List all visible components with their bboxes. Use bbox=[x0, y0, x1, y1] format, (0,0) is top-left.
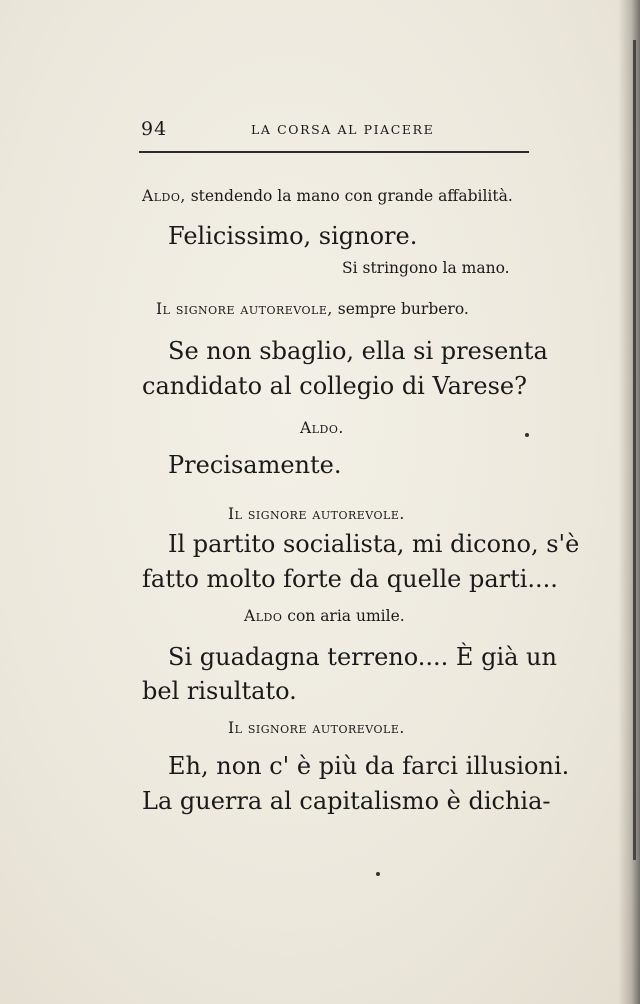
print-speck bbox=[376, 872, 380, 876]
dialogue-line: La guerra al capitalismo è dichia- bbox=[142, 787, 551, 815]
speaker-heading bbox=[228, 719, 405, 737]
print-speck bbox=[525, 433, 529, 437]
stage-direction bbox=[156, 300, 469, 318]
stage-direction bbox=[142, 187, 513, 205]
page-edge-line bbox=[633, 40, 636, 860]
running-head bbox=[141, 118, 529, 144]
stage-direction bbox=[244, 607, 405, 625]
direction-text: stendendo la mano con grande affabilità. bbox=[185, 187, 513, 205]
dialogue-line: Eh, non c' è più da farci illusioni. bbox=[168, 752, 570, 780]
speaker-heading bbox=[300, 419, 344, 437]
dialogue-line: bel risultato. bbox=[142, 677, 297, 705]
dialogue-line: Se non sbaglio, ella si presenta bbox=[168, 337, 548, 365]
direction-text: sempre burbero. bbox=[332, 300, 469, 318]
stage-direction: Si stringono la mano. bbox=[342, 259, 510, 277]
speaker-name: Il signore autorevole. bbox=[228, 719, 405, 737]
header-rule bbox=[139, 151, 529, 153]
page-edge-shadow bbox=[618, 0, 640, 1004]
dialogue-line: candidato al collegio di Varese? bbox=[142, 372, 527, 400]
page-number: 94 bbox=[141, 118, 168, 140]
dialogue-line: Precisamente. bbox=[168, 451, 342, 479]
speaker-name: Il signore autorevole, bbox=[156, 300, 333, 318]
speaker-name: Aldo. bbox=[300, 419, 344, 437]
speaker-name: Aldo bbox=[244, 607, 283, 625]
direction-text: con aria umile. bbox=[282, 607, 405, 625]
dialogue-line: Il partito socialista, mi dicono, s'è bbox=[168, 530, 580, 558]
speaker-name: Il signore autorevole. bbox=[228, 505, 405, 523]
dialogue-line: Felicissimo, signore. bbox=[168, 222, 418, 250]
running-title: LA CORSA AL PIACERE bbox=[251, 122, 435, 137]
speaker-heading bbox=[228, 505, 405, 523]
dialogue-line: fatto molto forte da quelle parti.... bbox=[142, 565, 558, 593]
dialogue-line: Si guadagna terreno.... È già un bbox=[168, 643, 557, 671]
speaker-name: Aldo, bbox=[142, 187, 186, 205]
